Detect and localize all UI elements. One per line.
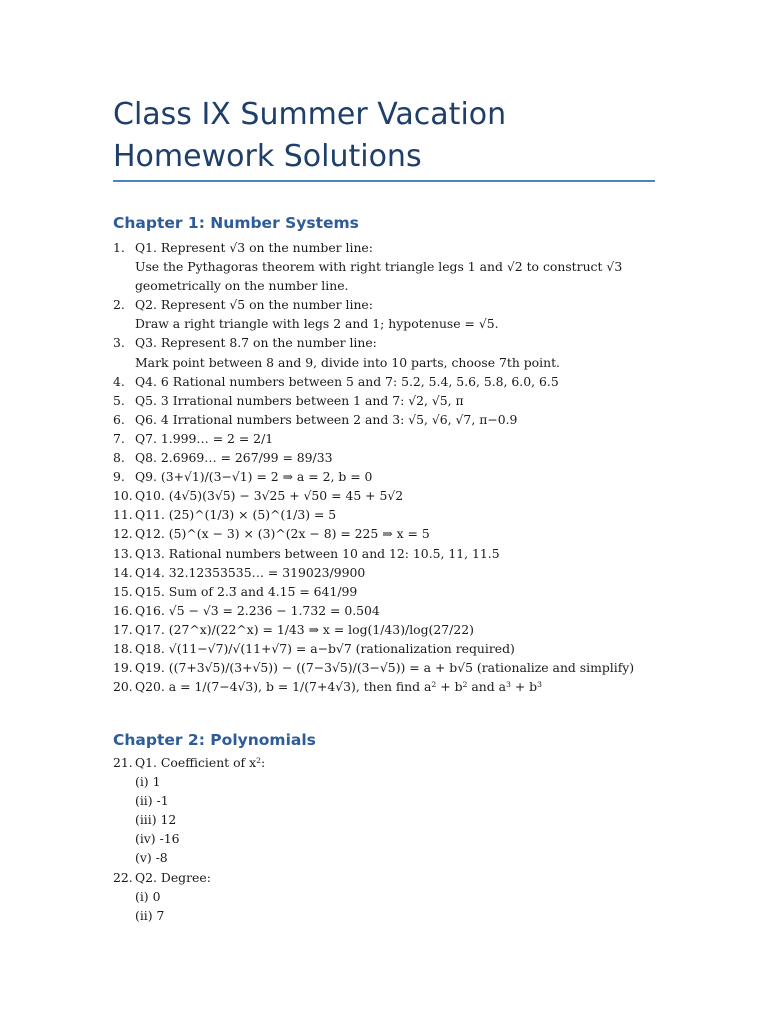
- item-number: 9.: [113, 469, 125, 485]
- list-item: [113, 295, 673, 333]
- item-text: Q18. √(11−√7)/√(11+√7) = a−b√7 (rationalization required): [135, 640, 515, 656]
- item-text: Q2. Degree:: [135, 869, 211, 885]
- sub-item: (ii) -1: [135, 793, 169, 809]
- exponent: 2: [431, 679, 437, 689]
- item-number: 16.: [113, 602, 133, 618]
- item-number: 1.: [113, 240, 125, 255]
- text-run: Q20. a = 1/(7−4√3), b = 1/(7+4√3), then find a: [135, 679, 432, 695]
- item-text: Q5. 3 Irrational numbers between 1 and 7: √2, √5, π: [135, 392, 464, 408]
- item-number: 20.: [113, 679, 133, 695]
- chapter-1-heading: Chapter 1: Number Systems: [113, 214, 359, 232]
- list-item: [113, 448, 673, 467]
- sub-item: (i) 1: [135, 774, 161, 790]
- item-number: 10.: [113, 488, 133, 504]
- item-text: Q17. (27^x)/(22^x) = 1/43 ⇒ x = log(1/43)/log(27/22): [135, 621, 474, 637]
- item-text: Q19. ((7+3√5)/(3+√5)) − ((7−3√5)/(3−√5)) = a + b√5 (rationalize and simplify): [135, 660, 635, 676]
- item-number: 3.: [113, 335, 125, 351]
- item-number: 15.: [113, 583, 133, 599]
- list-item: [113, 753, 673, 868]
- item-text: [135, 753, 673, 772]
- item-number: 14.: [113, 564, 133, 580]
- text-run: and a: [467, 679, 506, 695]
- list-item: [113, 372, 673, 391]
- list-item: [113, 677, 673, 696]
- list-item: [113, 238, 673, 295]
- list-item: [113, 333, 673, 371]
- item-text: Q2. Represent √5 on the number line:: [135, 297, 373, 313]
- item-text: Draw a right triangle with legs 2 and 1; hypotenuse = √5.: [135, 316, 499, 332]
- sub-item: (v) -8: [135, 850, 168, 866]
- item-number: 2.: [113, 297, 125, 313]
- item-text: Use the Pythagoras theorem with right triangle legs 1 and √2 to construct √3: [135, 259, 623, 275]
- list-item: [113, 391, 673, 410]
- item-number: 18.: [113, 640, 133, 656]
- list-item: [113, 601, 673, 620]
- sub-item: (iv) -16: [135, 831, 180, 847]
- item-number: 12.: [113, 526, 133, 542]
- list-item: [113, 620, 673, 639]
- list-item: [113, 868, 673, 925]
- item-text: Q1. Represent √3 on the number line:: [135, 240, 373, 255]
- item-number: 6.: [113, 411, 125, 427]
- list-item: [113, 505, 673, 524]
- text-run: + b: [436, 679, 463, 695]
- item-number: 13.: [113, 545, 133, 561]
- list-item: [113, 410, 673, 429]
- item-text: Q12. (5)^(x − 3) × (3)^(2x − 8) = 225 ⇒ x = 5: [135, 526, 430, 542]
- text-run: Q1. Coefficient of x: [135, 755, 257, 770]
- item-text: Q9. (3+√1)/(3−√1) = 2 ⇒ a = 2, b = 0: [135, 469, 373, 485]
- list-item: [113, 429, 673, 448]
- chapter-2-question-list: [113, 753, 673, 925]
- item-text: Q14. 32.12353535… = 319023/9900: [135, 564, 366, 580]
- item-text: Mark point between 8 and 9, divide into 10 parts, choose 7th point.: [135, 354, 560, 370]
- list-item: [113, 486, 673, 505]
- list-item: [113, 544, 673, 563]
- item-text: [135, 677, 673, 696]
- list-item: [113, 467, 673, 486]
- item-number: 17.: [113, 621, 133, 637]
- list-item: [113, 563, 673, 582]
- exponent: 3: [537, 679, 542, 689]
- exponent: 2: [256, 755, 261, 765]
- chapter-1-question-list: [113, 238, 673, 696]
- sub-item: (iii) 12: [135, 812, 177, 828]
- list-item: [113, 582, 673, 601]
- item-number: 5.: [113, 392, 125, 408]
- item-number: 7.: [113, 430, 125, 446]
- item-number: 21.: [113, 755, 133, 770]
- chapter-2-heading: Chapter 2: Polynomials: [113, 731, 316, 749]
- list-item: [113, 639, 673, 658]
- item-text: Q6. 4 Irrational numbers between 2 and 3: √5, √6, √7, π−0.9: [135, 411, 518, 427]
- item-text: geometrically on the number line.: [135, 278, 349, 294]
- title-underline: [113, 180, 655, 182]
- item-text: Q15. Sum of 2.3̅ and 4.15̅ = 641/99: [135, 583, 358, 599]
- sub-item: (ii) 7: [135, 907, 165, 923]
- item-text: Q10. (4√5)(3√5) − 3√25 + √50 = 45 + 5√2: [135, 488, 404, 504]
- document-title: Class IX Summer Vacation Homework Solutions: [113, 97, 507, 174]
- item-text: Q3. Represent 8.7 on the number line:: [135, 335, 377, 351]
- exponent: 3: [505, 679, 511, 689]
- exponent: 2: [462, 679, 468, 689]
- item-text: Q13. Rational numbers between 10 and 12: 10.5, 11, 11.5: [135, 545, 500, 561]
- item-text: Q8. 2.6969… = 267/99 = 89/33: [135, 450, 333, 466]
- item-number: 22.: [113, 869, 133, 885]
- text-run: + b: [510, 679, 538, 695]
- text-run: :: [260, 755, 266, 770]
- item-text: Q16. √5 − √3 = 2.236 − 1.732 = 0.504: [135, 602, 380, 618]
- item-number: 11.: [113, 507, 133, 523]
- item-text: Q4. 6 Rational numbers between 5 and 7: 5.2, 5.4, 5.6, 5.8, 6.0, 6.5: [135, 373, 559, 389]
- sub-item: (i) 0: [135, 888, 161, 904]
- item-text: Q7. 1.999… = 2 = 2/1: [135, 430, 274, 446]
- list-item: [113, 524, 673, 543]
- item-number: 8.: [113, 450, 125, 466]
- item-number: 19.: [113, 660, 133, 676]
- item-number: 4.: [113, 373, 125, 389]
- item-text: Q11. (25)^(1/3) × (5)^(1/3) = 5: [135, 507, 337, 523]
- list-item: [113, 658, 673, 677]
